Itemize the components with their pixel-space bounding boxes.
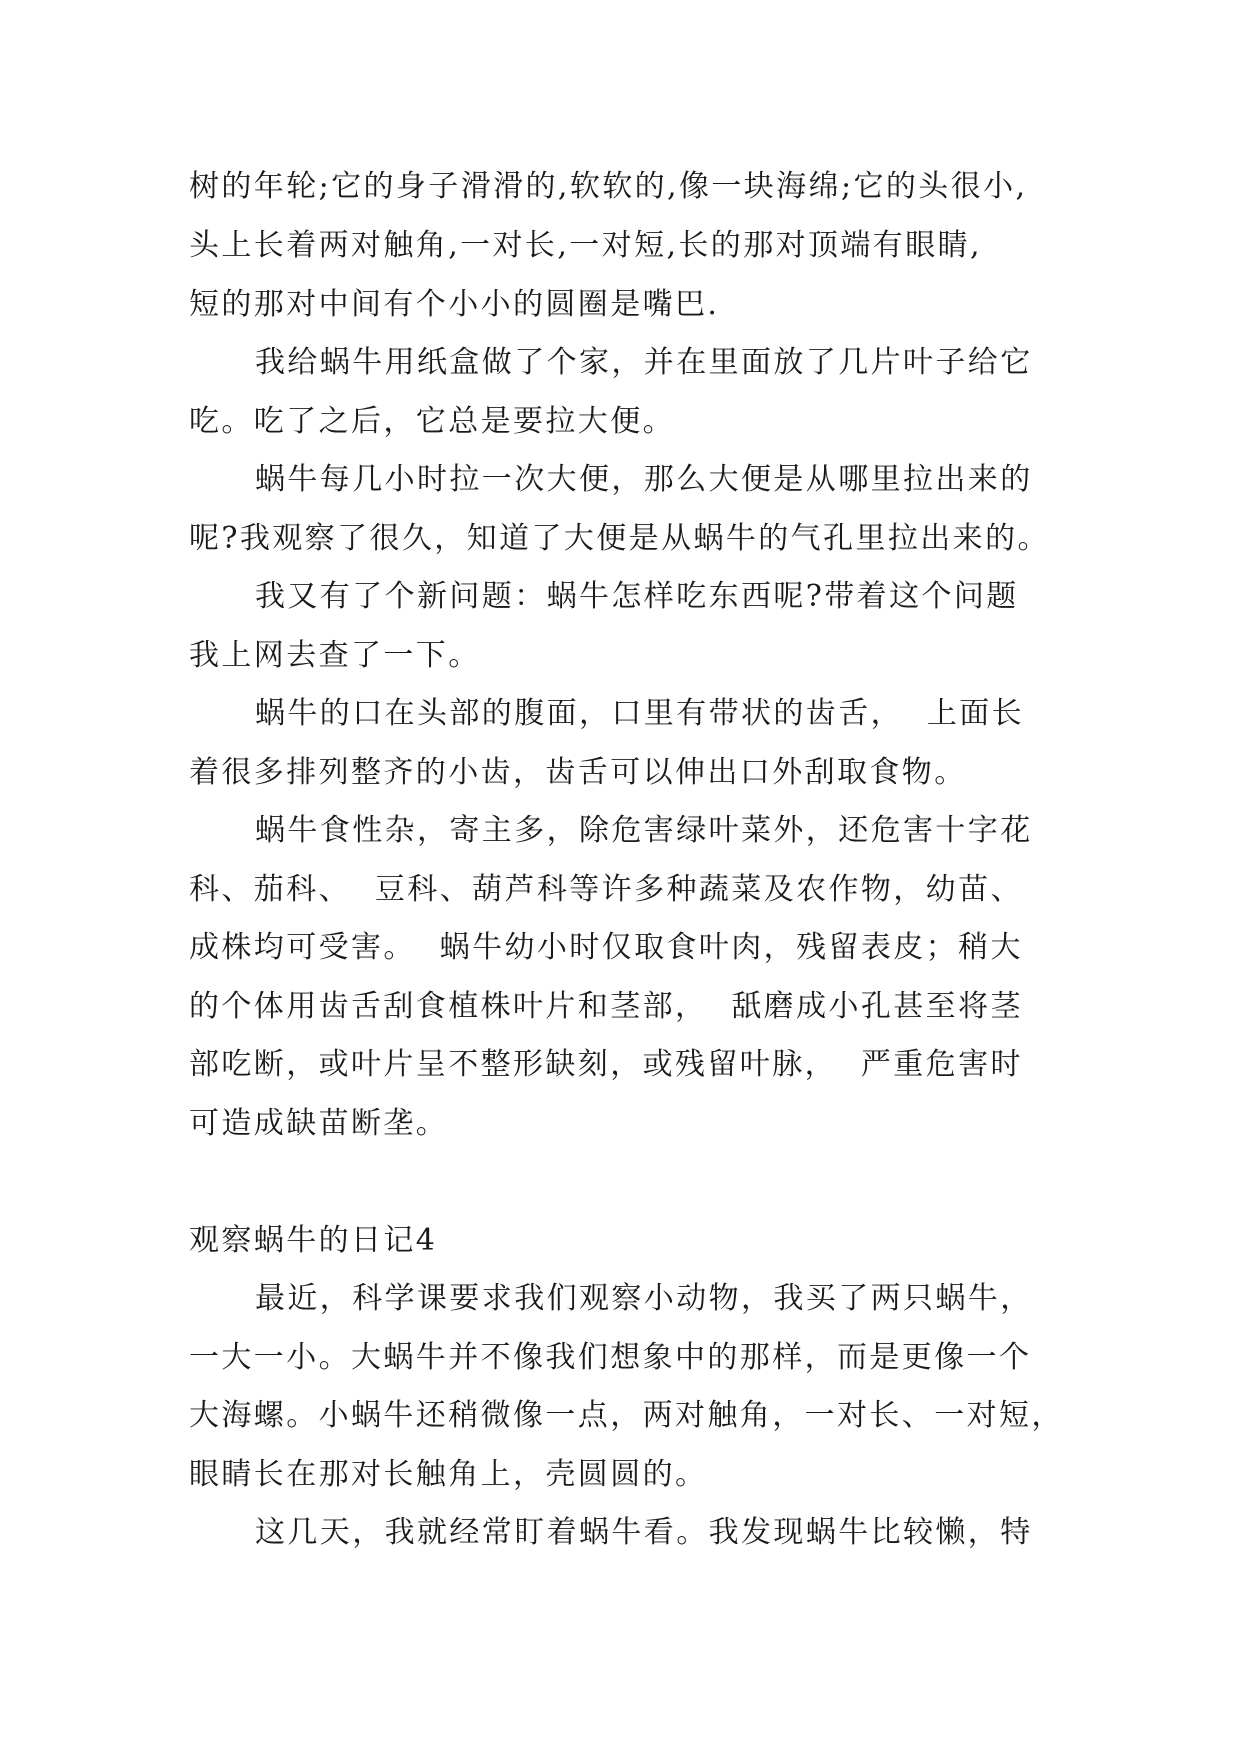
body-text-line: 树的年轮;它的身子滑滑的,软软的,像一块海绵;它的头很小, bbox=[189, 169, 1028, 204]
body-text-line: 呢?我观察了很久，知道了大便是从蜗牛的气孔里拉出来的。 bbox=[189, 521, 1050, 556]
body-text-line: 的个体用齿舌刮食植株叶片和茎部， 舐磨成小孔甚至将茎 bbox=[189, 989, 1023, 1024]
body-text-line: 成株均可受害。 蜗牛幼小时仅取食叶肉，残留表皮；稍大 bbox=[189, 930, 1023, 965]
section-heading: 观察蜗牛的日记4 bbox=[189, 1223, 438, 1258]
body-text-line: 我上网去查了一下。 bbox=[189, 638, 481, 673]
body-text-line: 眼睛长在那对长触角上，壳圆圆的。 bbox=[189, 1457, 708, 1492]
body-text-line: 头上长着两对触角,一对长,一对短,长的那对顶端有眼睛, bbox=[189, 228, 982, 263]
paragraph-first-line: 蜗牛每几小时拉一次大便，那么大便是从哪里拉出来的 bbox=[255, 462, 1033, 497]
body-text-line: 大海螺。小蜗牛还稍微像一点，两对触角，一对长、一对短， bbox=[189, 1398, 1064, 1433]
paragraph-first-line: 蜗牛的口在头部的腹面，口里有带状的齿舌， 上面长 bbox=[255, 696, 1025, 731]
body-text-line: 一大一小。大蜗牛并不像我们想象中的那样，而是更像一个 bbox=[189, 1340, 1032, 1375]
body-text-line: 可造成缺苗断垄。 bbox=[189, 1106, 449, 1141]
body-text-line: 科、茄科、 豆科、葫芦科等许多种蔬菜及农作物，幼苗、 bbox=[189, 872, 1023, 907]
paragraph-first-line: 最近，科学课要求我们观察小动物，我买了两只蜗牛， bbox=[255, 1281, 1033, 1316]
body-text-line: 吃。吃了之后，它总是要拉大便。 bbox=[189, 404, 675, 439]
paragraph-first-line: 这几天，我就经常盯着蜗牛看。我发现蜗牛比较懒，特 bbox=[255, 1515, 1033, 1550]
body-text-line: 部吃断，或叶片呈不整形缺刻，或残留叶脉， 严重危害时 bbox=[189, 1047, 1023, 1082]
paragraph-first-line: 蜗牛食性杂，寄主多，除危害绿叶菜外，还危害十字花 bbox=[255, 813, 1033, 848]
paragraph-first-line: 我给蜗牛用纸盒做了个家，并在里面放了几片叶子给它 bbox=[255, 345, 1033, 380]
body-text-line: 短的那对中间有个小小的圆圈是嘴巴. bbox=[189, 287, 720, 322]
body-text-line: 着很多排列整齐的小齿，齿舌可以伸出口外刮取食物。 bbox=[189, 755, 967, 790]
paragraph-first-line: 我又有了个新问题：蜗牛怎样吃东西呢?带着这个问题 bbox=[255, 579, 1019, 614]
